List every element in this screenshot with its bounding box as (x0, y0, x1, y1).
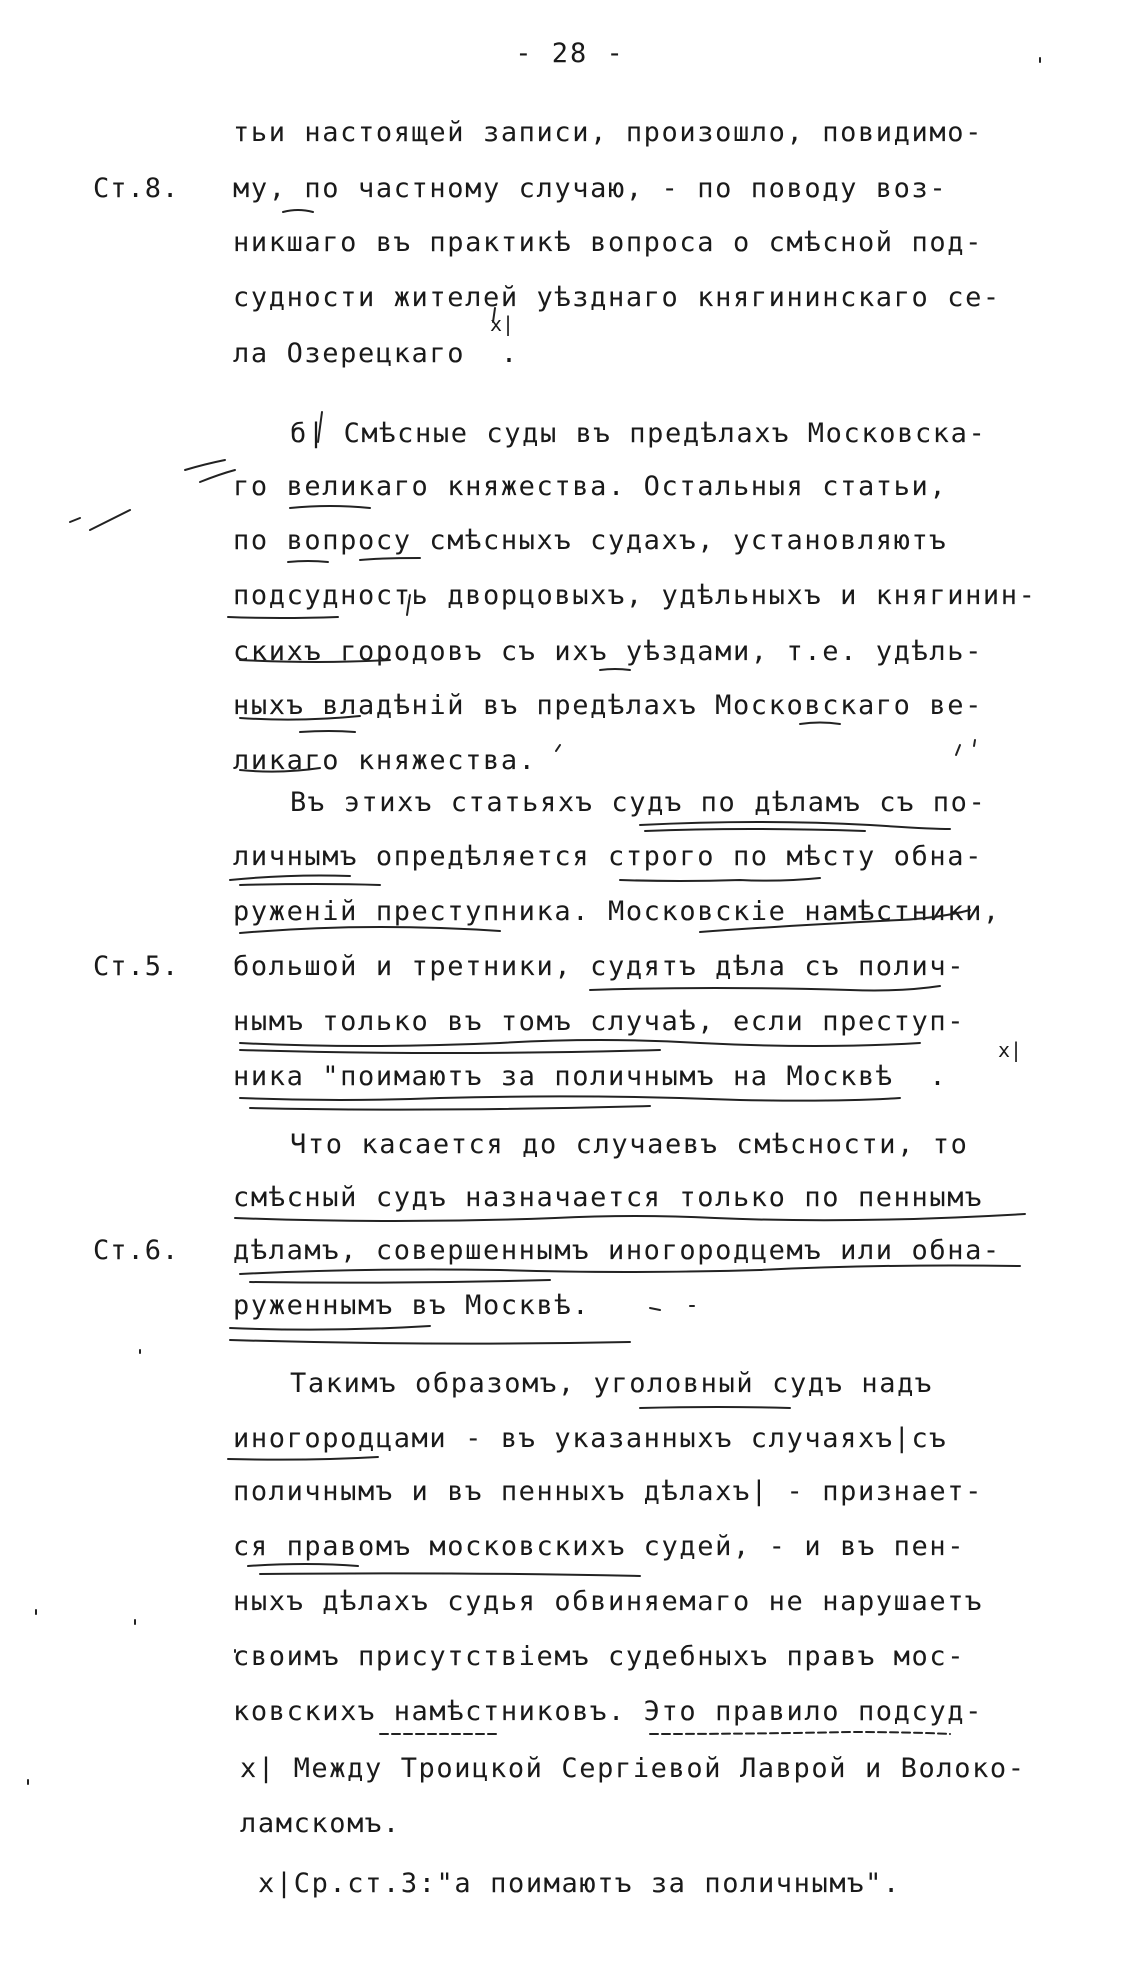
text-line: ныхъ владѣній въ предѣлахъ Московскаго ве- (233, 690, 983, 721)
text-line: подсудность дворцовыхъ, удѣльныхъ и княгинин- (233, 580, 1037, 611)
text-line: ла Озерецкаго . (233, 338, 519, 369)
text-line: иногородцами - въ указанныхъ случаяхъ|съ (233, 1423, 948, 1454)
text-line: ковскихъ намѣстниковъ. Это правило подсуд- (233, 1696, 983, 1727)
text-line: му, по частному случаю, - по поводу воз- (233, 173, 948, 204)
margin-ref-st6: Ст.6. (93, 1235, 180, 1266)
text-line: го великаго княжества. Остальныя статьи, (233, 471, 948, 502)
text-line: никшаго въ практикѣ вопроса о смѣсной под- (233, 227, 983, 258)
text-line: ликаго княжества. (233, 745, 537, 776)
text-line: нымъ только въ томъ случаѣ, если преступ- (233, 1006, 966, 1037)
section-heading-b: б| Смѣсные суды въ предѣлахъ Московска- (290, 418, 987, 449)
text-line: руженнымъ въ Москвѣ. (233, 1290, 591, 1321)
footnote-mark: x| (998, 1038, 1023, 1062)
text-line: личнымъ опредѣляется строго по мѣсту обна- (233, 841, 983, 872)
text-line: скихъ городовъ съ ихъ уѣздами, т.е. удѣль- (233, 636, 983, 667)
footnote-1-cont: ламскомъ. (240, 1808, 401, 1839)
text-line: по вопросу смѣсныхъ судахъ, установляютъ (233, 525, 948, 556)
text-line: своимъ присутствіемъ судебныхъ правъ мос- (233, 1641, 966, 1672)
text-line: Что касается до случаевъ смѣсности, то (290, 1129, 969, 1160)
text-line: судности жителей уѣзднаго княгининскаго се- (233, 282, 1001, 313)
margin-ref-st5: Ст.5. (93, 951, 180, 982)
text-line: большой и третники, судятъ дѣла съ полич- (233, 951, 966, 982)
text-line: смѣсный судъ назначается только по пеннымъ (233, 1182, 983, 1213)
page-number: - 28 - (515, 38, 625, 69)
footnote-1: x| Между Троицкой Сергіевой Лаврой и Волоко- (240, 1753, 1026, 1784)
margin-ref-st8: Ст.8. (93, 173, 180, 204)
text-line: Въ этихъ статьяхъ судъ по дѣламъ съ по- (290, 787, 987, 818)
text-line: поличнымъ и въ пенныхъ дѣлахъ| - признает- (233, 1476, 983, 1507)
text-line: тьи настоящей записи, произошло, повидимо- (233, 117, 983, 148)
footnote-mark: x| (490, 312, 515, 336)
text-line: дѣламъ, совершеннымъ иногородцемъ или обна- (233, 1235, 1001, 1266)
footnote-2: x|Ср.ст.3:"а поимаютъ за поличнымъ". (258, 1868, 901, 1899)
text-line: ника "поимаютъ за поличнымъ на Москвѣ . (233, 1061, 948, 1092)
text-line: Такимъ образомъ, уголовный судъ надъ (290, 1368, 933, 1399)
text-line: ся правомъ московскихъ судей, - и въ пен- (233, 1531, 966, 1562)
text-line: руженій преступника. Московскіе намѣстники, (233, 896, 1001, 927)
text-line: ныхъ дѣлахъ судья обвиняемаго не нарушаетъ (233, 1586, 983, 1617)
